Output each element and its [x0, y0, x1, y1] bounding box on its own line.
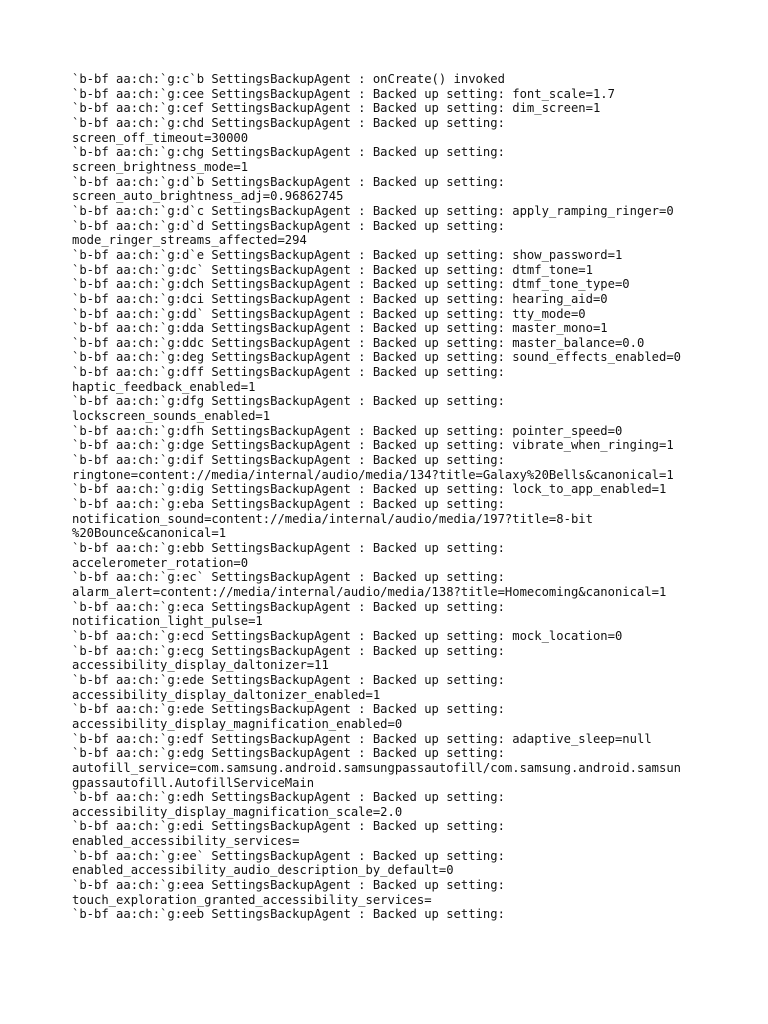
log-line: `b-bf aa:ch:`g:dci SettingsBackupAgent : Backed up setting: hearing_aid=0 [72, 291, 608, 306]
log-line: gpassautofill.AutofillServiceMain [72, 775, 315, 790]
log-line: `b-bf aa:ch:`g:d`e SettingsBackupAgent : Backed up setting: show_password=1 [72, 247, 623, 262]
log-line: `b-bf aa:ch:`g:eba SettingsBackupAgent : Backed up setting: [72, 497, 505, 512]
log-line: `b-bf aa:ch:`g:d`b SettingsBackupAgent : Backed up setting: [72, 174, 505, 189]
log-line: `b-bf aa:ch:`g:edg SettingsBackupAgent : Backed up setting: [72, 746, 505, 761]
log-line: screen_brightness_mode=1 [72, 159, 249, 174]
log-line: lockscreen_sounds_enabled=1 [72, 409, 271, 424]
log-line: `b-bf aa:ch:`g:ee` SettingsBackupAgent : Backed up setting: [72, 848, 505, 863]
log-line: `b-bf aa:ch:`g:dd` SettingsBackupAgent : Backed up setting: tty_mode=0 [72, 306, 586, 321]
log-line: ringtone=content://media/internal/audio/media/134?title=Galaxy%20Bells&canonical=1 [72, 467, 674, 482]
log-line: `b-bf aa:ch:`g:ddc SettingsBackupAgent : Backed up setting: master_balance=0.0 [72, 335, 645, 350]
log-line: `b-bf aa:ch:`g:dif SettingsBackupAgent : Backed up setting: [72, 453, 505, 468]
log-line: `b-bf aa:ch:`g:dda SettingsBackupAgent : Backed up setting: master_mono=1 [72, 321, 608, 336]
log-line: `b-bf aa:ch:`g:chg SettingsBackupAgent : Backed up setting: [72, 145, 505, 160]
log-line: `b-bf aa:ch:`g:edi SettingsBackupAgent : Backed up setting: [72, 819, 505, 834]
log-line: `b-bf aa:ch:`g:ecg SettingsBackupAgent : Backed up setting: [72, 643, 505, 658]
log-line: `b-bf aa:ch:`g:dge SettingsBackupAgent : Backed up setting: vibrate_when_ringing=1 [72, 438, 674, 453]
log-line: touch_exploration_granted_accessibility_services= [72, 892, 432, 907]
log-line: mode_ringer_streams_affected=294 [72, 233, 307, 248]
log-line: `b-bf aa:ch:`g:cef SettingsBackupAgent : Backed up setting: dim_screen=1 [72, 101, 601, 116]
log-line: notification_sound=content://media/internal/audio/media/197?title=8-bit [72, 511, 593, 526]
log-line: `b-bf aa:ch:`g:d`d SettingsBackupAgent : Backed up setting: [72, 218, 505, 233]
log-line: `b-bf aa:ch:`g:eea SettingsBackupAgent : Backed up setting: [72, 878, 505, 893]
log-document [72, 72, 712, 922]
log-line: %20Bounce&canonical=1 [72, 526, 227, 541]
log-line: `b-bf aa:ch:`g:edh SettingsBackupAgent : Backed up setting: [72, 790, 505, 805]
log-line: `b-bf aa:ch:`g:ede SettingsBackupAgent : Backed up setting: [72, 672, 505, 687]
log-line: autofill_service=com.samsung.android.samsungpassautofill/com.samsung.android.samsun [72, 760, 682, 775]
log-line: `b-bf aa:ch:`g:eca SettingsBackupAgent : Backed up setting: [72, 599, 505, 614]
log-line: alarm_alert=content://media/internal/audio/media/138?title=Homecoming&canonical=1 [72, 584, 667, 599]
log-line: `b-bf aa:ch:`g:dch SettingsBackupAgent : Backed up setting: dtmf_tone_type=0 [72, 277, 630, 292]
log-line: `b-bf aa:ch:`g:cee SettingsBackupAgent : Backed up setting: font_scale=1.7 [72, 86, 615, 101]
log-line: `b-bf aa:ch:`g:ede SettingsBackupAgent : Backed up setting: [72, 702, 505, 717]
log-line: accessibility_display_daltonizer=11 [72, 658, 329, 673]
log-line: screen_auto_brightness_adj=0.96862745 [72, 189, 344, 204]
log-line: screen_off_timeout=30000 [72, 130, 249, 145]
log-line: notification_light_pulse=1 [72, 614, 263, 629]
log-line: `b-bf aa:ch:`g:ebb SettingsBackupAgent : Backed up setting: [72, 541, 505, 555]
log-line: `b-bf aa:ch:`g:dfg SettingsBackupAgent : Backed up setting: [72, 394, 505, 409]
log-line: `b-bf aa:ch:`g:dff SettingsBackupAgent : Backed up setting: [72, 365, 505, 380]
log-line: accelerometer_rotation=0 [72, 555, 249, 570]
log-line: `b-bf aa:ch:`g:ec` SettingsBackupAgent : Backed up setting: [72, 570, 505, 585]
log-line: `b-bf aa:ch:`g:dfh SettingsBackupAgent : Backed up setting: pointer_speed=0 [72, 423, 623, 438]
log-line: `b-bf aa:ch:`g:c`b SettingsBackupAgent : onCreate() invoked [72, 72, 505, 86]
log-line: accessibility_display_magnification_scale=2.0 [72, 804, 403, 819]
log-line: `b-bf aa:ch:`g:dig SettingsBackupAgent : Backed up setting: lock_to_app_enabled=1 [72, 482, 667, 497]
log-line: `b-bf aa:ch:`g:ecd SettingsBackupAgent : Backed up setting: mock_location=0 [72, 628, 623, 643]
log-line: haptic_feedback_enabled=1 [72, 379, 256, 394]
log-line: accessibility_display_magnification_enabled=0 [72, 716, 403, 731]
log-line: `b-bf aa:ch:`g:eeb SettingsBackupAgent : Backed up setting: [72, 907, 505, 922]
log-line: enabled_accessibility_audio_description_by_default=0 [72, 863, 454, 878]
log-line: `b-bf aa:ch:`g:chd SettingsBackupAgent : Backed up setting: [72, 115, 505, 130]
log-line: `b-bf aa:ch:`g:deg SettingsBackupAgent : Backed up setting: sound_effects_enabled=0 [72, 350, 682, 365]
log-line: accessibility_display_daltonizer_enabled=1 [72, 687, 381, 702]
log-line: `b-bf aa:ch:`g:edf SettingsBackupAgent : Backed up setting: adaptive_sleep=null [72, 731, 652, 746]
log-line: `b-bf aa:ch:`g:dc` SettingsBackupAgent : Backed up setting: dtmf_tone=1 [72, 262, 593, 277]
log-line: enabled_accessibility_services= [72, 834, 300, 849]
log-line: `b-bf aa:ch:`g:d`c SettingsBackupAgent : Backed up setting: apply_ramping_ringer=0 [72, 203, 674, 218]
